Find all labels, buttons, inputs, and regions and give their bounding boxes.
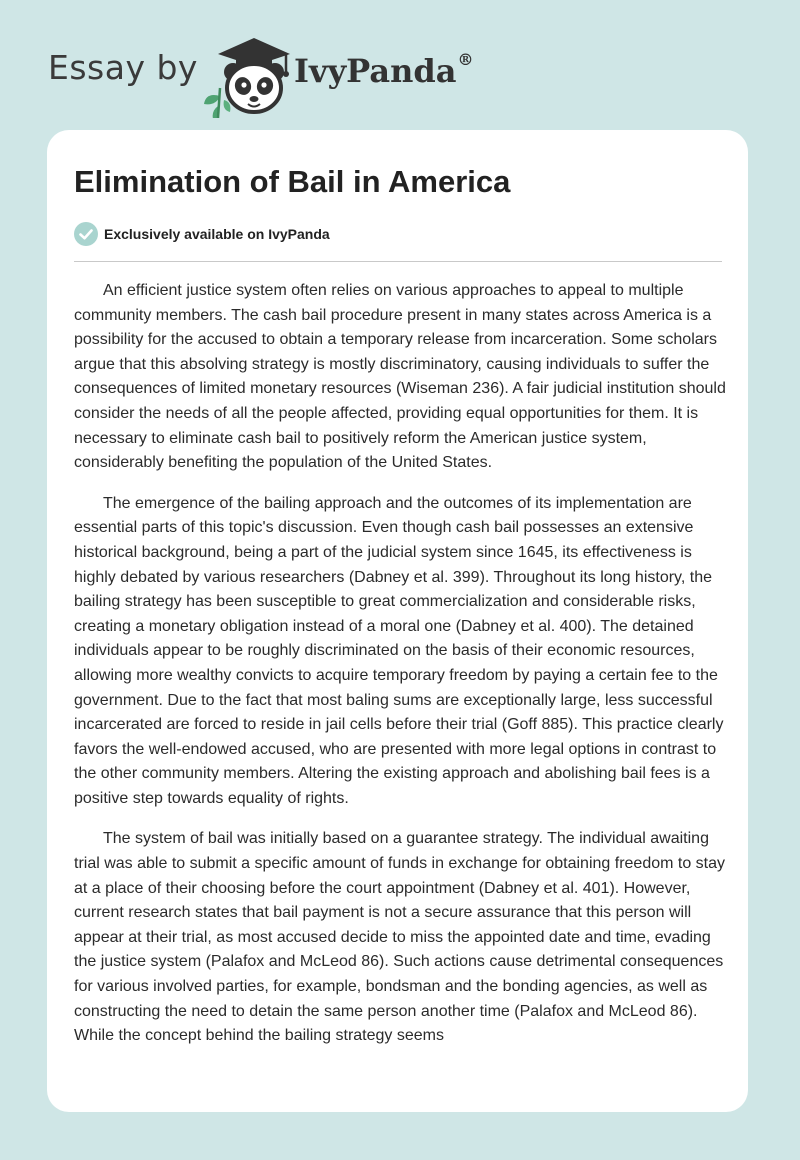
- essay-card: [47, 130, 748, 1112]
- paragraph: The emergence of the bailing approach and the outcomes of its implementation are essential parts of this topic's discussion. Even though cash bail possesses an extensive historical background, being a part of the judicial system since 1645, its effectiveness is highly debated by various researchers (Dabney et al. 399). Throughout its long history, the bailing strategy has been susceptible to great commercialization and considerable risks, creating a monetary obligation instead of a moral one (Dabney et al. 400). The detained individuals appear to be roughly discriminated on the basis of their economic resources, allowing more wealthy convicts to acquire temporary freedom by paying a certain fee to the government. Due to the fact that most baling sums are exceptionally large, less successful incarcerated are forced to reside in jail cells before their trial (Goff 885). This practice clearly favors the well-endowed accused, who are presented with more legal options in contrast to the other community members. Altering the existing approach and abolishing bail fees is a positive step towards equality of rights.: [74, 494, 724, 807]
- brand-name: IvyPanda®: [294, 50, 474, 90]
- panda-graduate-logo-icon: [200, 36, 296, 118]
- brand-prefix: Essay by: [48, 48, 198, 87]
- exclusive-badge: [74, 222, 330, 246]
- paragraph: The system of bail was initially based on a guarantee strategy. The individual awaiting trial was able to submit a specific amount of funds in exchange for obtaining freedom to stay at a place of their choosing before the court appointment (Dabney et al. 401). However, current research states that bail payment is not a secure assurance that this person will appear at their trial, as most accused decide to miss the appointed date and time, evading the justice system (Palafox and McLeod 86). Such actions cause detrimental consequences for various involved parties, for example, bondsman and the bonding agencies, as well as constructing the need to detain the same person another time (Palafox and McLeod 86). While the concept behind the bailing strategy seems: [74, 830, 726, 1045]
- essay-body: [74, 279, 726, 1065]
- page-title: Elimination of Bail in America: [74, 164, 511, 199]
- brand-header: [48, 28, 548, 118]
- paragraph: An efficient justice system often relies on various approaches to appeal to multiple community members. The cash bail procedure present in many states across America is a possibility for the accused to obtain a temporary release from incarceration. Some scholars argue that this absolving strategy is mostly discriminatory, causing individuals to suffer the consequences of limited monetary resources (Wiseman 236). A fair judicial institution should consider the needs of all the people affected, providing equal opportunities for them. It is necessary to eliminate cash bail to positively reform the American justice system, considerably benefiting the population of the United States.: [74, 282, 726, 472]
- registered-mark: ®: [457, 50, 474, 69]
- divider: [74, 261, 722, 262]
- exclusive-label: Exclusively available on IvyPanda: [104, 226, 330, 242]
- check-circle-icon: [74, 222, 98, 246]
